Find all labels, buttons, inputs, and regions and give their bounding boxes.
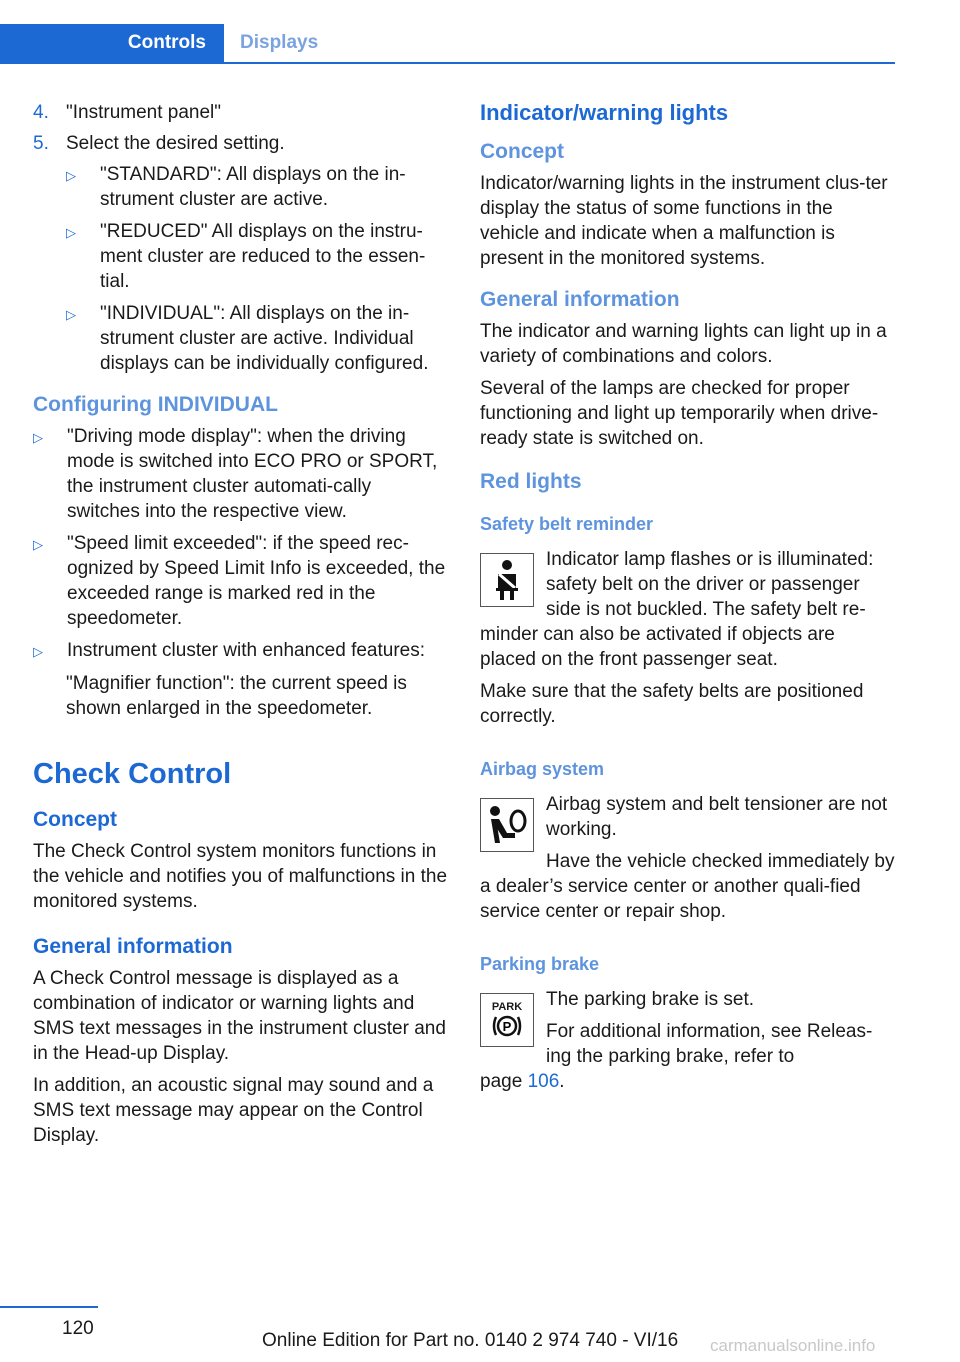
red-lights-heading: Red lights [480, 470, 582, 493]
page-suffix: . [559, 1071, 565, 1092]
general-info-text-2: Several of the lamps are checked for proper functioning and light up temporarily when drive-ready state is switched on. [480, 378, 879, 449]
list-item [66, 301, 448, 376]
concept-text: The Check Control system monitors functions in the vehicle and notifies you of malfunctions in the monitored systems. [33, 841, 448, 912]
triangle-bullet-icon: ▷ [66, 168, 76, 183]
step-text: Select the desired setting. [66, 133, 285, 154]
configuring-heading: Configuring INDIVIDUAL [33, 393, 278, 416]
park-icon-label: PARK [491, 1001, 523, 1013]
step-text: "Instrument panel" [66, 102, 222, 123]
list-item-text: "STANDARD": All displays on the in-strument cluster are active. [100, 164, 406, 210]
list-item [66, 162, 448, 212]
right-column [480, 100, 895, 1101]
page-prefix: page [480, 1071, 523, 1092]
general-info-text-2: In addition, an acoustic signal may sound and a SMS text message may appear on the Control Display. [33, 1075, 434, 1146]
general-info-text: A Check Control message is displayed as a combination of indicator or warning lights and SMS text messages in the instrument cluster and in the Head-up Display. [33, 968, 446, 1064]
airbag-text: Airbag system and belt tensioner are not working. [546, 794, 888, 840]
indicator-title: Indicator/warning lights [480, 100, 729, 125]
footer-line [0, 1306, 98, 1308]
left-column [33, 100, 448, 1155]
airbag-text-2: Have the vehicle checked immediately by a dealer’s service center or another quali-fied service center or repair shop. [480, 851, 895, 922]
seatbelt-section [480, 547, 895, 729]
list-item [33, 424, 448, 524]
triangle-bullet-icon: ▷ [33, 537, 43, 552]
list-item [33, 531, 448, 631]
step-number: 5. [33, 133, 49, 154]
triangle-bullet-icon: ▷ [33, 644, 43, 659]
page-number: 120 [62, 1318, 94, 1339]
concept-heading: Concept [480, 140, 564, 163]
list-item-text: Instrument cluster with enhanced features: [67, 640, 426, 661]
general-info-text: The indicator and warning lights can light up in a variety of combinations and colors. [480, 321, 887, 367]
airbag-section [480, 792, 895, 924]
list-item [66, 219, 448, 294]
settings-list [66, 162, 448, 376]
step-item [33, 100, 448, 125]
parking-brake-icon [480, 993, 534, 1047]
general-info-heading: General information [480, 288, 680, 311]
triangle-bullet-icon: ▷ [66, 307, 76, 322]
list-item [33, 638, 448, 664]
list-item-text: "REDUCED" All displays on the instru-ment cluster are reduced to the essen-tial. [100, 221, 426, 292]
magnifier-text: "Magnifier function": the current speed is shown enlarged in the speedometer. [66, 673, 407, 719]
general-info-heading: General information [33, 935, 233, 958]
tab-displays[interactable]: Displays [240, 32, 319, 53]
list-item-text: "INDIVIDUAL": All displays on the in-strument cluster are active. Individual displays can be individually configured. [100, 303, 429, 374]
triangle-bullet-icon: ▷ [66, 225, 76, 240]
seatbelt-text-2: Make sure that the safety belts are positioned correctly. [480, 681, 864, 727]
parking-brake-text-2: For additional information, see Releas-ing the parking brake, refer to [546, 1021, 873, 1067]
check-control-title: Check Control [33, 758, 232, 790]
seatbelt-text: Indicator lamp flashes or is illuminated: safety belt on the driver or passenger side is not buckled. The safety belt re-minder can also be activated if objects are placed on the front passenger seat. [480, 549, 874, 670]
seatbelt-warning-icon [480, 553, 534, 607]
triangle-bullet-icon: ▷ [33, 430, 43, 445]
parking-brake-heading: Parking brake [480, 954, 600, 974]
edition-text: Online Edition for Part no. 0140 2 974 740 - VI/16 [262, 1330, 679, 1351]
watermark: carmanualsonline.info [710, 1336, 876, 1355]
svg-text:P: P [502, 1019, 512, 1034]
parking-brake-section [480, 987, 895, 1094]
concept-heading: Concept [33, 808, 117, 831]
tab-controls[interactable]: Controls [0, 24, 224, 62]
concept-text: Indicator/warning lights in the instrument clus-ter display the status of some functions in the vehicle and indicate when a malfunction is present in the monitored systems. [480, 173, 888, 269]
configuring-list [33, 424, 448, 721]
list-item-text: "Driving mode display": when the driving mode is switched into ECO PRO or SPORT, the instrument cluster automati-cally switches into the respective view. [67, 426, 438, 522]
page-106-link[interactable]: 106 [527, 1071, 560, 1092]
step-number: 4. [33, 102, 49, 123]
parking-brake-text: The parking brake is set. [546, 989, 755, 1010]
airbag-warning-icon [480, 798, 534, 852]
seatbelt-heading: Safety belt reminder [480, 514, 654, 534]
step-item [33, 131, 448, 156]
list-item-text: "Speed limit exceeded": if the speed rec-ognized by Speed Limit Info is exceeded, the exceeded range is marked red in the speedometer. [67, 533, 446, 629]
airbag-heading: Airbag system [480, 759, 605, 779]
page-reference [480, 1069, 895, 1094]
